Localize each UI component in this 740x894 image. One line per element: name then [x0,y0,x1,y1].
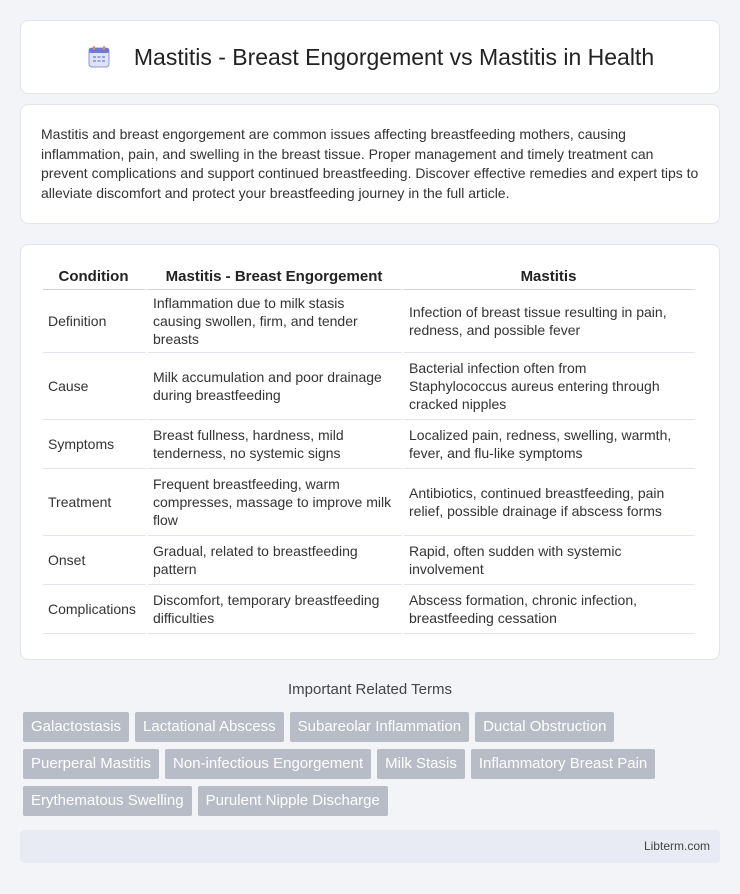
condition-cell: Symptoms [43,420,148,469]
table-cell: Rapid, often sudden with systemic involvement [404,536,697,585]
table-cell: Antibiotics, continued breastfeeding, pain relief, possible drainage if abscess forms [404,469,697,536]
related-terms-title: Important Related Terms [288,681,452,698]
table-cell: Milk accumulation and poor drainage during breastfeeding [148,353,404,420]
related-term-tag[interactable]: Lactational Abscess [135,712,284,742]
related-terms-list [23,712,723,816]
intro-card [20,104,720,224]
table-row [43,420,697,469]
intro-text: Mastitis and breast engorgement are common issues affecting breastfeeding mothers, causing inflammation, pain, and swelling in the breast tissue. Proper management and timely treatment can prevent complications and support continued breastfeeding. Discover effective remedies and expert tips to alleviate discomfort and protect your breastfeeding journey in the full article. [41,126,699,201]
table-row [43,290,697,353]
related-term-tag[interactable]: Non-infectious Engorgement [165,749,371,779]
table-cell: Breast fullness, hardness, mild tenderness, no systemic signs [148,420,404,469]
related-term-tag[interactable]: Erythematous Swelling [23,786,192,816]
table-header-row [43,265,697,290]
related-term-tag[interactable]: Purulent Nipple Discharge [198,786,388,816]
related-term-tag[interactable]: Inflammatory Breast Pain [471,749,655,779]
table-row [43,353,697,420]
table-cell: Discomfort, temporary breastfeeding difficulties [148,585,404,634]
related-term-tag[interactable]: Milk Stasis [377,749,465,779]
header-card [20,20,720,94]
table-row [43,585,697,634]
related-term-tag[interactable]: Subareolar Inflammation [290,712,469,742]
condition-cell: Cause [43,353,148,420]
footer-site[interactable]: Libterm.com [643,839,710,853]
calendar-icon [86,44,112,70]
table-row [43,469,697,536]
table-cell: Abscess formation, chronic infection, breastfeeding cessation [404,585,697,634]
page-title: Mastitis - Breast Engorgement vs Mastitis in Health [133,43,655,70]
column-header: Mastitis [404,265,697,290]
column-header: Mastitis - Breast Engorgement [148,265,404,290]
condition-cell: Complications [43,585,148,634]
related-term-tag[interactable]: Puerperal Mastitis [23,749,159,779]
table-cell: Infection of breast tissue resulting in pain, redness, and possible fever [404,290,697,353]
condition-cell: Treatment [43,469,148,536]
table-cell: Gradual, related to breastfeeding pattern [148,536,404,585]
table-row [43,536,697,585]
footer [20,830,720,863]
comparison-table [43,265,697,634]
table-cell: Localized pain, redness, swelling, warmth, fever, and flu-like symptoms [404,420,697,469]
condition-cell: Onset [43,536,148,585]
table-cell: Bacterial infection often from Staphylococcus aureus entering through cracked nipples [404,353,697,420]
related-term-tag[interactable]: Galactostasis [23,712,129,742]
condition-cell: Definition [43,290,148,353]
column-header: Condition [43,265,148,290]
related-term-tag[interactable]: Ductal Obstruction [475,712,614,742]
table-cell: Frequent breastfeeding, warm compresses, massage to improve milk flow [148,469,404,536]
table-cell: Inflammation due to milk stasis causing swollen, firm, and tender breasts [148,290,404,353]
comparison-table-card [20,244,720,660]
